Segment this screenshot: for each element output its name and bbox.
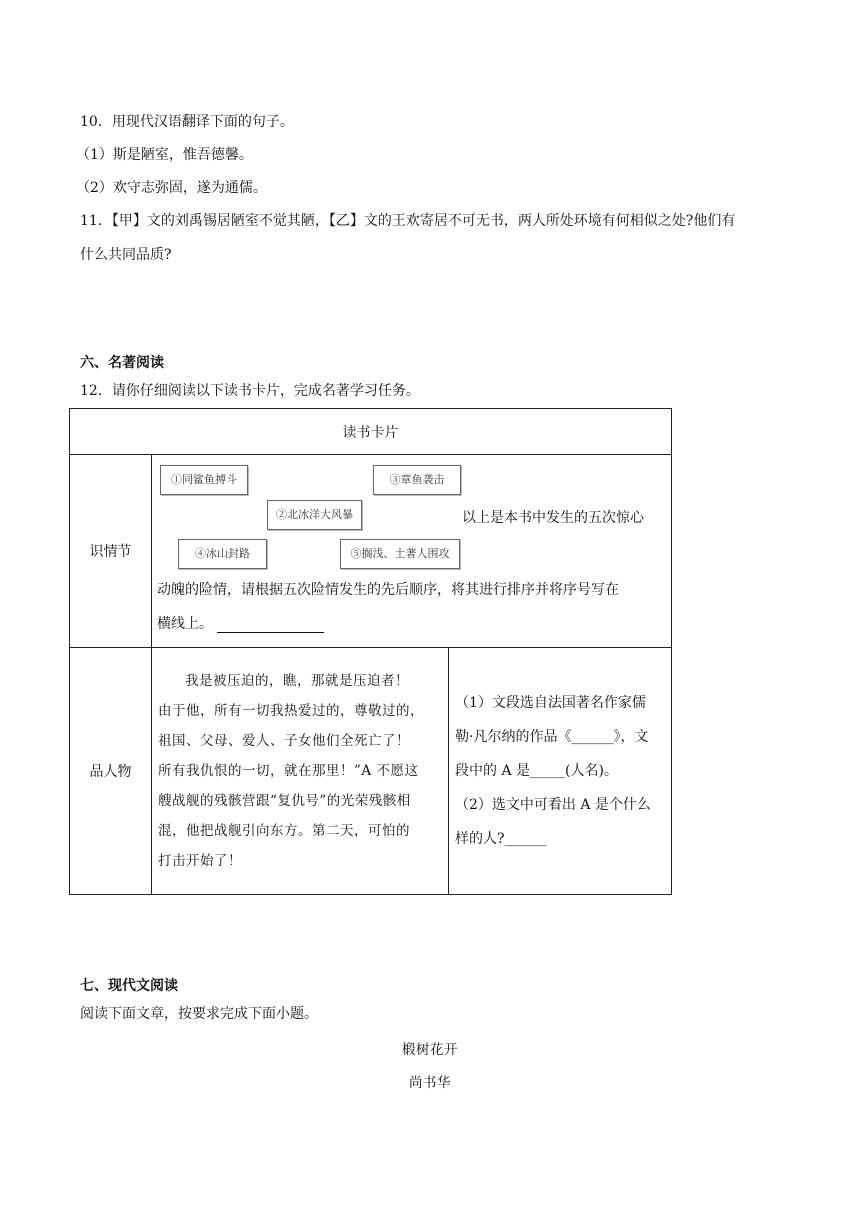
- q1-line-b: 勒·凡尔纳的作品《______》，文: [455, 729, 649, 745]
- q2-line-b: 样的人?______: [455, 831, 547, 847]
- q10-title: 10．用现代汉语翻译下面的句子。: [80, 114, 294, 130]
- passage-cell: [152, 648, 449, 895]
- plot-text-a: 以上是本书中发生的五次惊心: [462, 510, 644, 526]
- q11-line-2: 什么共同品质?: [80, 247, 172, 263]
- plot-text-b: 动魄的险情，请根据五次险情发生的先后顺序，将其进行排序并将序号写在: [157, 582, 619, 598]
- answer-blank[interactable]: [217, 618, 324, 633]
- q12-prompt: 12．请你仔细阅读以下读书卡片，完成名著学习任务。: [80, 383, 420, 399]
- article-author: 尚书华: [409, 1075, 451, 1091]
- passage-line-5: 艘战舰的残骸营跟“复仇号”的光荣残骸相: [158, 793, 411, 809]
- plot-cell: [152, 455, 672, 648]
- q10-sentence-2: （2）欢守志弥固，遂为通儒。: [76, 180, 267, 196]
- card-title: 读书卡片: [70, 409, 672, 455]
- section-7-intro: 阅读下面文章，按要求完成下面小题。: [80, 1006, 318, 1022]
- passage-line-1: 我是被压迫的，瞧，那就是压迫者！: [185, 673, 409, 689]
- q2-line-a: （2）选文中可看出 A 是个什么: [455, 797, 651, 813]
- event-box-1: ①同鲨鱼搏斗: [160, 465, 248, 495]
- questions-cell: [449, 648, 672, 895]
- passage-line-7: 打击开始了！: [158, 853, 242, 869]
- event-box-2: ②北冰洋大风暴: [267, 500, 362, 530]
- event-box-4: ④冰山封路: [178, 539, 267, 569]
- passage-line-6: 混，他把战舰引向东方。第二天，可怕的: [158, 823, 410, 839]
- reading-card: [69, 408, 672, 895]
- event-box-5: ⑤搁浅、土著人围攻: [340, 539, 460, 569]
- q1-line-c: 段中的 A 是_____(人名)。: [455, 763, 618, 779]
- plot-answer-line: [157, 613, 324, 633]
- passage-line-2: 由于他，所有一切我热爱过的，尊敬过的，: [158, 703, 424, 719]
- article-title: 椴树花开: [402, 1042, 458, 1058]
- section-6-heading: 六、名著阅读: [80, 355, 164, 371]
- passage-line-3: 祖国、父母、爱人、子女他们全死亡了！: [158, 733, 410, 749]
- passage-line-4: 所有我仇恨的一切，就在那里！”A 不愿这: [158, 763, 419, 779]
- character-label: 品人物: [70, 648, 152, 895]
- event-box-3: ③章鱼袭击: [373, 465, 461, 495]
- q11-line-1: 11．【甲】文的刘禹锡居陋室不觉其陋，【乙】文的王欢寄居不可无书，两人所处环境有何相似之处?他们有: [80, 213, 736, 229]
- section-7-heading: 七、现代文阅读: [80, 978, 178, 994]
- plot-label: 识情节: [70, 455, 152, 648]
- q10-sentence-1: （1）斯是陋室，惟吾德馨。: [76, 147, 253, 163]
- plot-text-c: 横线上。: [157, 616, 213, 632]
- q1-line-a: （1）文段选自法国著名作家儒: [455, 695, 646, 711]
